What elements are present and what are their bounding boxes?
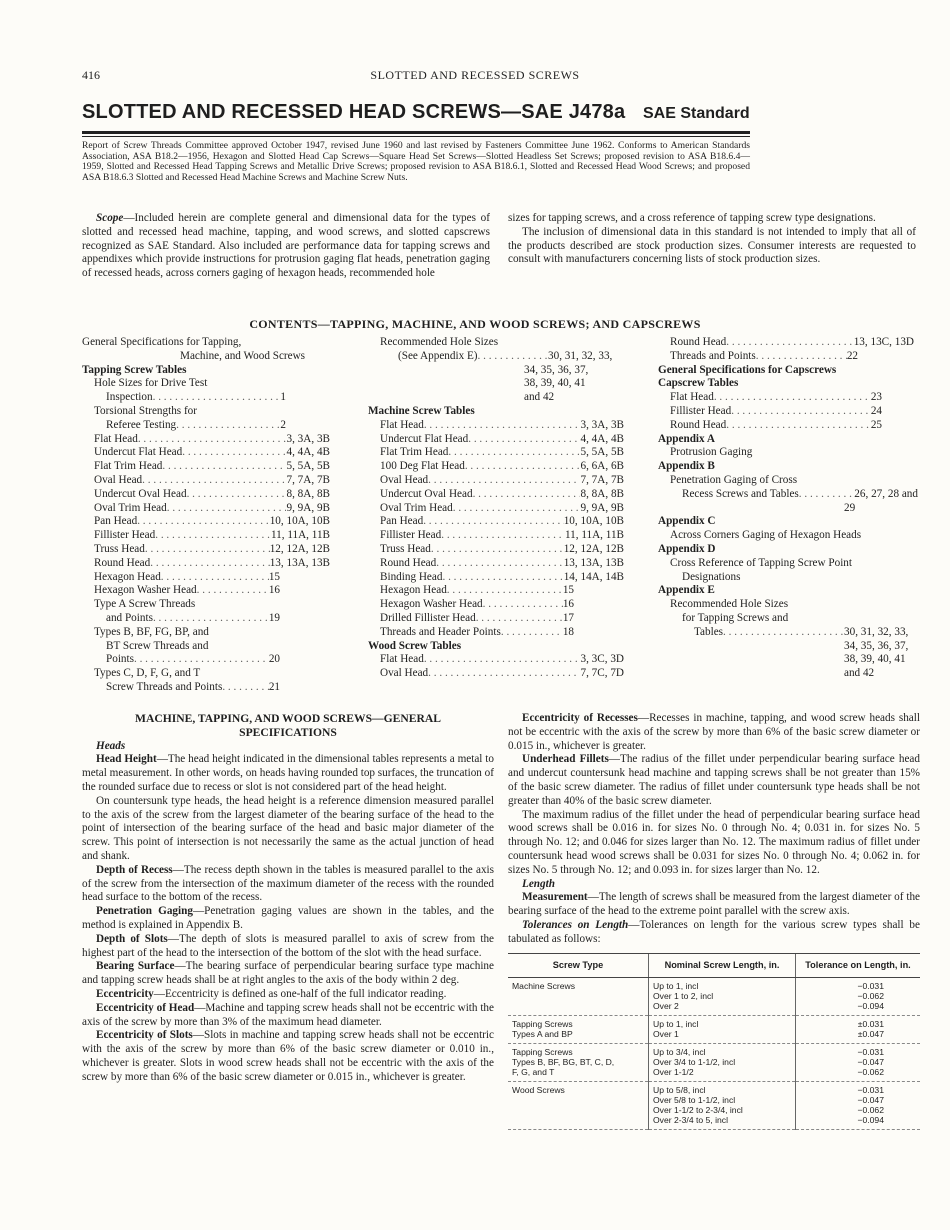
toc-machine-list bbox=[368, 419, 638, 640]
toc-appendix-e-val-3: 38, 39, 40, 41 bbox=[844, 653, 906, 666]
para-measurement: Measurement—The length of screws shall be measured from the largest diameter of the bearing surface of the head to the extreme point parallel with the screw axis. bbox=[508, 891, 920, 918]
toc-entry: Oval Trim Head . . . 9, 9A, 9B bbox=[94, 502, 330, 516]
toc-entry: Undercut Flat Head . . . 4, 4A, 4B bbox=[94, 446, 330, 460]
toc-entry: Binding Head . . . 14, 14A, 14B bbox=[380, 571, 624, 585]
toc-appendix-b-2: Recess Screws and Tables . . . 26, 27, 28 and bbox=[658, 488, 918, 502]
toc-entry: 100 Deg Flat Head . . . 6, 6A, 6B bbox=[380, 460, 624, 474]
general-specs-right bbox=[508, 712, 920, 1130]
contents-col-3 bbox=[658, 336, 920, 681]
para-tolerances: Tolerances on Length—Tolerances on length for the various screw types shall be tabulated as follows: bbox=[508, 918, 920, 945]
toc-appendix-c-text: Across Corners Gaging of Hexagon Heads bbox=[670, 529, 862, 542]
toc-typeA-1: Type A Screw Threads bbox=[94, 598, 196, 611]
para-ecc-recess: Eccentricity of Recesses—Recesses in machine, tapping, and wood screw heads shall not be eccentric with the axis of the screw by more than 6% of the basic screw diameter or 0.015 in., whichever is greater. bbox=[508, 712, 920, 752]
toc-appendix-e-val-2: 34, 35, 36, 37, bbox=[844, 639, 909, 652]
toc-wood-head: Wood Screw Tables bbox=[368, 639, 462, 652]
length-label: Length bbox=[522, 877, 555, 890]
heads-label: Heads bbox=[96, 739, 126, 752]
toc-entry: Hexagon Head . . . 15 bbox=[380, 584, 574, 598]
toc-appendix-b: Appendix B bbox=[658, 460, 715, 473]
toc-tors-2: Referee Testing . . . 2 bbox=[82, 419, 286, 433]
toc-rec-1: Recommended Hole Sizes bbox=[380, 336, 499, 348]
toc-entry: Round Head . . . 25 bbox=[658, 419, 882, 433]
toc-entry: Oval Trim Head . . . 9, 9A, 9B bbox=[380, 502, 624, 516]
toc-entry: Flat Trim Head . . . 5, 5A, 5B bbox=[380, 446, 624, 460]
toc-wood-list bbox=[368, 653, 638, 681]
toc-typeB-3: Points . . . 20 bbox=[94, 653, 280, 667]
toc-entry: Round Head . . . 13, 13A, 13B bbox=[94, 557, 330, 571]
page-title: SLOTTED AND RECESSED HEAD SCREWS—SAE J478a bbox=[82, 101, 626, 123]
toc-appendix-a: Appendix A bbox=[658, 432, 715, 445]
scope-text: —Included herein are complete general and dimensional data for the types of slotted and recessed head machine, tapping, and wood screws, and slotted capscrews recognized as SAE Standard. Also included are performance data for tapping screws and appendixes which provide instructions for protrusion gaging flat heads, penetration gaging of recessed heads, across corners gaging of hexagon heads, recommended hole bbox=[82, 212, 490, 280]
toc-machine-head: Machine Screw Tables bbox=[368, 404, 475, 417]
toc-entry: Oval Head . . . 7, 7A, 7B bbox=[380, 474, 624, 488]
toc-appendix-a-text: Protrusion Gaging bbox=[670, 446, 753, 459]
table-row: Tapping Screws Types A and BP Up to 1, incl Over 1 ±0.031 ±0.047 bbox=[508, 1016, 920, 1044]
toc-entry: Oval Head . . . 7, 7A, 7B bbox=[94, 474, 330, 488]
para-fillets: Underhead Fillets—The radius of the fillet under perpendicular bearing surface head and undercut countersunk head machine and tapping screws shall be not greater than 15% of the basic screw diameter. The radius of fillet under countersunk type heads shall be not greater than 40% of the basic screw diameter. bbox=[508, 753, 920, 807]
contents-heading: CONTENTS—TAPPING, MACHINE, AND WOOD SCREWS; AND CAPSCREWS bbox=[249, 317, 701, 331]
tolerance-table bbox=[508, 953, 920, 1131]
toc-entry: Round Head . . . 13, 13C, 13D bbox=[658, 336, 914, 350]
para-max-radius: The maximum radius of the fillet under the head of perpendicular bearing surface head wood screws shall be 0.016 in. for sizes No. 0 through No. 4; 0.031 in. for sizes No. 5 through No. 12; and 0.046 for sizes larger than No. 12. The maximum radius of fillet under countersunk head wood screws shall be 0.031 for sizes No. 0 through No. 4; 0.062 in. for sizes No. 5 through No. 12; and 0.093 in. for sizes larger than No. 12. bbox=[508, 808, 920, 876]
para-depth-slots: Depth of Slots—The depth of slots is measured parallel to axis of screw from the highest part of the head to the intersection of the bottom of the slot with the head surface. bbox=[82, 932, 494, 959]
toc-rec-val-4: and 42 bbox=[524, 391, 555, 404]
toc-entry: Undercut Oval Head . . . 8, 8A, 8B bbox=[94, 488, 330, 502]
toc-typeB-1: Types B, BF, FG, BP, and bbox=[94, 625, 209, 638]
toc-entry: Truss Head . . . 12, 12A, 12B bbox=[94, 543, 330, 557]
toc-typeC-1: Types C, D, F, G, and T bbox=[94, 667, 201, 680]
toc-entry: Hexagon Head . . . 15 bbox=[94, 571, 280, 585]
general-heading-1: MACHINE, TAPPING, AND WOOD SCREWS—GENERAL bbox=[135, 712, 441, 725]
toc-appendix-e-2: for Tapping Screws and bbox=[682, 611, 789, 624]
toc-appendix-c: Appendix C bbox=[658, 515, 716, 528]
scope-left bbox=[82, 212, 490, 281]
toc-entry: Flat Trim Head . . . 5, 5A, 5B bbox=[94, 460, 330, 474]
toc-tapping-head: Tapping Screw Tables bbox=[82, 363, 187, 376]
toc-entry: Hexagon Washer Head . . . 16 bbox=[94, 584, 280, 598]
toc-entry: Drilled Fillister Head . . . 17 bbox=[380, 612, 574, 626]
toc-entry: Flat Head . . . 3, 3A, 3B bbox=[94, 433, 330, 447]
toc-entry: Round Head . . . 13, 13A, 13B bbox=[380, 557, 624, 571]
toc-entry: Undercut Flat Head . . . 4, 4A, 4B bbox=[380, 433, 624, 447]
toc-entry: Undercut Oval Head . . . 8, 8A, 8B bbox=[380, 488, 624, 502]
toc-appendix-e-3: Tables . . . 30, 31, 32, 33, bbox=[658, 626, 930, 640]
toc-typeB-2: BT Screw Threads and bbox=[106, 639, 209, 652]
title-rule-thick bbox=[82, 131, 750, 134]
toc-appendix-b-1: Penetration Gaging of Cross bbox=[670, 473, 798, 486]
para-depth-recess: Depth of Recess—The recess depth shown in the tables is measured parallel to the axis of the screw from the intersection of the maximum diameter of the recess with the rounded head surface to the bottom of the recess. bbox=[82, 863, 495, 904]
table-row: Tapping Screws Types B, BF, BG, BT, C, D, F, G, and T Up to 3/4, incl Over 3/4 to 1-1/2, incl Over 1-1/2 −0.031 −0.047 −0.062 bbox=[508, 1044, 920, 1082]
toc-general-head-2: Machine, and Wood Screws bbox=[180, 349, 306, 362]
toc-entry: Truss Head . . . 12, 12A, 12B bbox=[380, 543, 624, 557]
toc-rec-2: (See Appendix E) . . . 30, 31, 32, 33, bbox=[368, 350, 636, 364]
title-rule-thin bbox=[82, 136, 750, 137]
scope-right-para2: The inclusion of dimensional data in this standard is not intended to imply that all of the products described are stock production sizes. Consumer interests are requested to consult with manufacturers concerning lists of stock production sizes. bbox=[508, 225, 916, 266]
para-ecc-slots: Eccentricity of Slots—Slots in machine and tapping screw heads shall not be eccentric with the axis of the screw by more than 6% of the basic screw diameter or 0.010 in., whichever is greater. Slots in wood screw heads shall not be eccentric with the axis of the screw by more than 6% of the basic screw diameter or 0.015 in., whichever is greater. bbox=[82, 1029, 494, 1083]
contents-col-2 bbox=[368, 336, 638, 681]
toc-typeC-2: Screw Threads and Points . . . 21 bbox=[94, 681, 280, 695]
table-row: Machine Screws Up to 1, incl Over 1 to 2, incl Over 2 −0.031 −0.062 −0.094 bbox=[508, 978, 920, 1016]
contents-col-1 bbox=[82, 336, 344, 695]
toc-entry: Fillister Head . . . 11, 11A, 11B bbox=[380, 529, 624, 543]
para-countersunk: On countersunk type heads, the head height is a reference dimension measured parallel to the axis of the screw from the largest diameter of the bearing surface of the head to the point of intersection of the bearing surface of the head and basic major diameter of the screw. This point of intersection is not necessarily the same as the actual junction of head and shank. bbox=[82, 794, 494, 862]
general-specs-left bbox=[82, 712, 494, 1085]
toc-general-cap: General Specifications for Capscrews bbox=[658, 363, 837, 376]
para-head-height: Head Height—The head height indicated in the dimensional tables represents a metal to metal measurement. In other words, on heads having rounded top surfaces, the truncation of the rounded surface due to recess or slot is not considered part of the head height. bbox=[82, 753, 494, 793]
general-heading-2: SPECIFICATIONS bbox=[239, 725, 337, 739]
toc-cap-head: Capscrew Tables bbox=[658, 377, 739, 390]
col-header-tolerance: Tolerance on Length, in. bbox=[796, 953, 921, 978]
toc-tors-1: Torsional Strengths for bbox=[94, 404, 197, 417]
toc-entry: Hexagon Washer Head . . . 16 bbox=[380, 598, 574, 612]
toc-entry: Fillister Head . . . 11, 11A, 11B bbox=[94, 529, 330, 543]
para-penetration: Penetration Gaging—Penetration gaging values are shown in the tables, and the method is explained in Appendix B. bbox=[82, 905, 494, 931]
toc-rec-val-2: 34, 35, 36, 37, bbox=[524, 363, 589, 376]
toc-entry: Flat Head . . . 23 bbox=[658, 391, 882, 405]
standard-label: SAE Standard bbox=[643, 105, 750, 122]
toc-entry: Pan Head . . . 10, 10A, 10B bbox=[94, 515, 330, 529]
toc-entry: Fillister Head . . . 24 bbox=[658, 405, 882, 419]
toc-appendix-e-1: Recommended Hole Sizes bbox=[670, 598, 789, 611]
para-eccentricity: Eccentricity—Eccentricity is defined as one-half of the full indicator reading. bbox=[96, 987, 447, 1000]
report-note: Report of Screw Threads Committee approved October 1947, revised June 1960 and last revised by Fasteners Committee June 1962. Conforms to American Standards Association, ASA B18.2—1956, Hexagon and Slotted Head Cap Screws—Square Head Set Screws—Slotted Headless Set Screws; proposed revision to ASA B18.6.4—1959, Slotted and Recessed Head Tapping Screws and Metallic Drive Screws; proposed revision to ASA B18.6.1, Slotted and Recessed Head Wood Screws; and proposed ASA B18.6.3 Slotted and Recessed Head Machine Screws and Machine Screw Nuts. bbox=[82, 140, 750, 183]
toc-appendix-e: Appendix E bbox=[658, 584, 715, 597]
toc-appendix-b-val: 29 bbox=[844, 501, 856, 514]
col-header-screw-type: Screw Type bbox=[508, 953, 649, 978]
toc-hole-2: Inspection . . . 1 bbox=[82, 391, 286, 405]
scope-lead: Scope bbox=[96, 212, 124, 224]
toc-appendix-d-2: Designations bbox=[682, 570, 741, 583]
toc-entry: Oval Head . . . 7, 7C, 7D bbox=[380, 667, 624, 681]
col-header-nominal-length: Nominal Screw Length, in. bbox=[649, 953, 796, 978]
toc-appendix-e-val-4: and 42 bbox=[844, 667, 875, 680]
toc-typeA-2: and Points . . . 19 bbox=[94, 612, 280, 626]
para-bearing: Bearing Surface—The bearing surface of perpendicular bearing surface type machine and tapping screw heads shall be at right angles to the axis of the body within 2 deg. bbox=[82, 960, 494, 987]
page-number: 416 bbox=[82, 68, 100, 82]
scope-right bbox=[508, 212, 916, 267]
toc-rec-val-3: 38, 39, 40, 41 bbox=[524, 377, 586, 390]
toc-hole-1: Hole Sizes for Drive Test bbox=[94, 377, 208, 390]
toc-entry: Threads and Header Points . . . 18 bbox=[380, 626, 574, 640]
toc-entry: Threads and Points . . . 22 bbox=[658, 350, 858, 364]
toc-general-head: General Specifications for Tapping, bbox=[82, 336, 242, 348]
toc-tapping-list bbox=[82, 433, 344, 695]
toc-entry: Flat Head . . . 3, 3C, 3D bbox=[380, 653, 624, 667]
table-row: Wood Screws Up to 5/8, incl Over 5/8 to 1-1/2, incl Over 1-1/2 to 2-3/4, incl Over 2-3/4 to 5, incl −0.031 −0.047 −0.062 −0.094 bbox=[508, 1082, 920, 1130]
para-ecc-head: Eccentricity of Head—Machine and tapping screw heads shall not be eccentric with the axis of the screw by more than 3% of the maximum head diameter. bbox=[82, 1001, 494, 1028]
scope-right-text: sizes for tapping screws, and a cross reference of tapping screw type designations. bbox=[508, 212, 876, 224]
toc-entry: Flat Head . . . 3, 3A, 3B bbox=[380, 419, 624, 433]
toc-appendix-d: Appendix D bbox=[658, 542, 716, 555]
toc-appendix-d-1: Cross Reference of Tapping Screw Point bbox=[670, 556, 853, 569]
toc-entry: Pan Head . . . 10, 10A, 10B bbox=[380, 515, 624, 529]
running-head: SLOTTED AND RECESSED SCREWS bbox=[370, 68, 580, 82]
